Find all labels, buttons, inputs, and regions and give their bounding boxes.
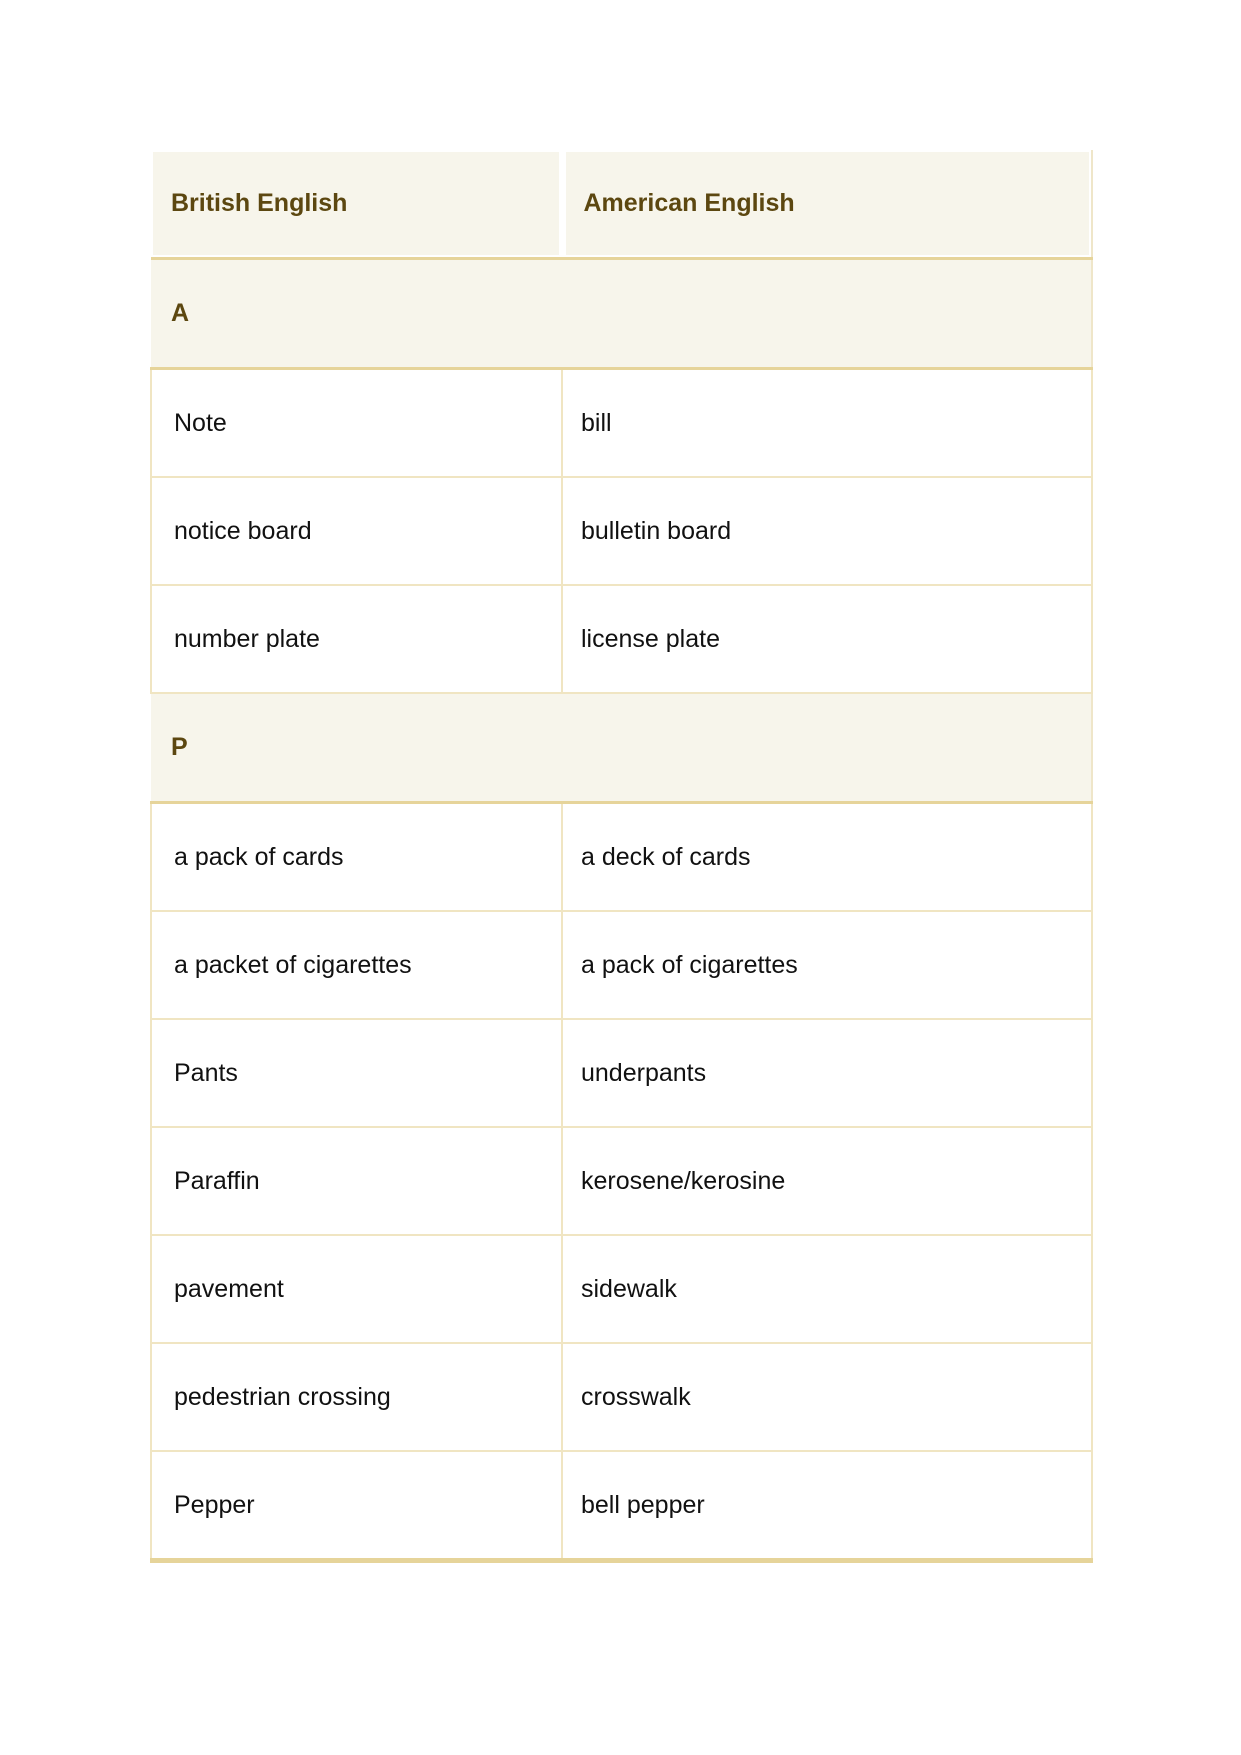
american-term: a deck of cards: [562, 803, 1092, 912]
column-header-american: American English: [562, 150, 1092, 259]
british-term: notice board: [151, 477, 562, 585]
british-term: a packet of cigarettes: [151, 911, 562, 1019]
table-row: [151, 911, 1092, 1019]
table-row: [151, 1127, 1092, 1235]
table-row: [151, 369, 1092, 478]
american-term: bulletin board: [562, 477, 1092, 585]
american-term: crosswalk: [562, 1343, 1092, 1451]
british-term: Pants: [151, 1019, 562, 1127]
table-row: [151, 585, 1092, 693]
section-letter: P: [151, 693, 1092, 803]
british-term: pedestrian crossing: [151, 1343, 562, 1451]
american-term: license plate: [562, 585, 1092, 693]
table-row: [151, 1451, 1092, 1561]
american-term: bill: [562, 369, 1092, 478]
american-term: kerosene/kerosine: [562, 1127, 1092, 1235]
table-row: [151, 1019, 1092, 1127]
section-row-p: [151, 693, 1092, 803]
header-row: [151, 150, 1092, 259]
american-term: bell pepper: [562, 1451, 1092, 1561]
section-letter: A: [151, 259, 1092, 369]
british-term: a pack of cards: [151, 803, 562, 912]
american-term: sidewalk: [562, 1235, 1092, 1343]
british-term: number plate: [151, 585, 562, 693]
british-american-vocabulary-table: [150, 150, 1093, 1563]
british-term: Pepper: [151, 1451, 562, 1561]
section-row-a: [151, 259, 1092, 369]
american-term: a pack of cigarettes: [562, 911, 1092, 1019]
table-row: [151, 1343, 1092, 1451]
british-term: Note: [151, 369, 562, 478]
table-row: [151, 803, 1092, 912]
column-header-british: British English: [151, 150, 562, 259]
british-term: pavement: [151, 1235, 562, 1343]
british-term: Paraffin: [151, 1127, 562, 1235]
american-term: underpants: [562, 1019, 1092, 1127]
table-row: [151, 477, 1092, 585]
table-row: [151, 1235, 1092, 1343]
